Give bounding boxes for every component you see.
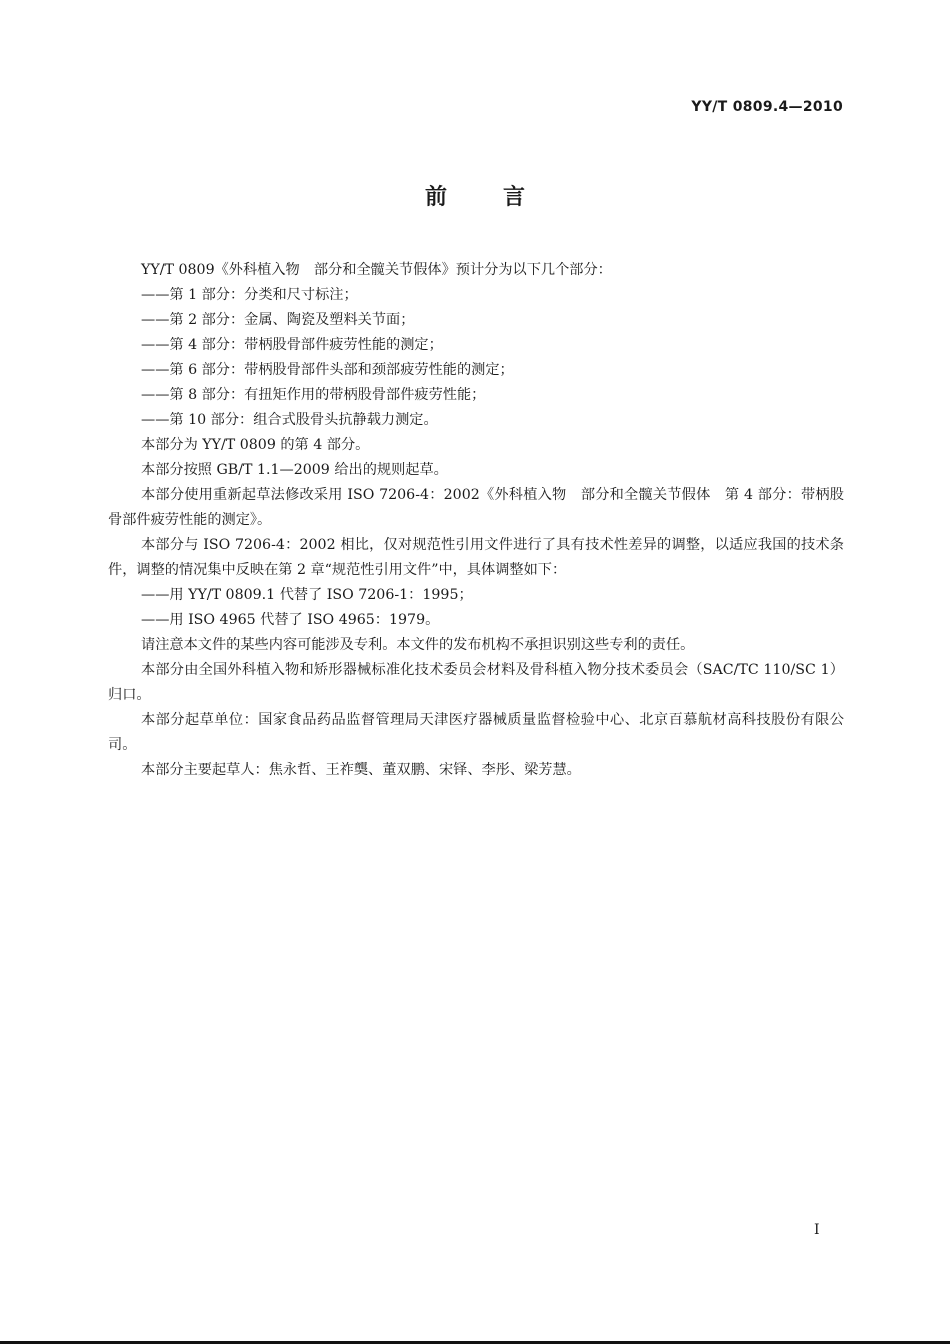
page-number: I xyxy=(814,1222,820,1238)
paragraph: 本部分主要起草人：焦永哲、王祚龑、董双鹏、宋铎、李彤、梁芳慧。 xyxy=(141,762,581,778)
paragraph: 本部分按照 GB/T 1.1—2009 给出的规则起草。 xyxy=(141,462,448,478)
list-item: ——第 8 部分：有扭矩作用的带柄股骨部件疲劳性能； xyxy=(141,387,486,403)
list-item: ——第 1 部分：分类和尺寸标注； xyxy=(141,287,358,303)
paragraph: 本部分起草单位：国家食品药品监督管理局天津医疗器械质量监督检验中心、北京百慕航材高科技股份有限公司。 xyxy=(108,712,844,753)
paragraph: 本部分为 YY/T 0809 的第 4 部分。 xyxy=(141,437,370,453)
foreword-body xyxy=(108,258,844,783)
paragraph: 本部分与 ISO 7206-4：2002 相比，仅对规范性引用文件进行了具有技术性差异的调整，以适应我国的技术条件，调整的情况集中反映在第 2 章“规范性引用文件”中，具体调整如下： xyxy=(108,537,844,578)
paragraph: 本部分使用重新起草法修改采用 ISO 7206-4：2002《外科植入物 部分和全髋关节假体 第 4 部分：带柄股骨部件疲劳性能的测定》。 xyxy=(108,487,844,528)
list-item: ——第 2 部分：金属、陶瓷及塑料关节面； xyxy=(141,312,415,328)
page-title: 前言 xyxy=(424,185,581,210)
list-item: ——第 10 部分：组合式股骨头抗静载力测定。 xyxy=(141,412,438,428)
paragraph: 本部分由全国外科植入物和矫形器械标准化技术委员会材料及骨科植入物分技术委员会（SAC/TC 110/SC 1）归口。 xyxy=(108,662,844,703)
list-item: ——第 6 部分：带柄股骨部件头部和颈部疲劳性能的测定； xyxy=(141,362,514,378)
list-item: ——第 4 部分：带柄股骨部件疲劳性能的测定； xyxy=(141,337,443,353)
list-item: ——用 ISO 4965 代替了 ISO 4965：1979。 xyxy=(141,612,440,628)
list-item: ——用 YY/T 0809.1 代替了 ISO 7206-1：1995； xyxy=(141,587,473,603)
standard-code: YY/T 0809.4—2010 xyxy=(691,99,843,115)
paragraph: YY/T 0809《外科植入物 部分和全髋关节假体》预计分为以下几个部分： xyxy=(141,262,612,278)
paragraph: 请注意本文件的某些内容可能涉及专利。本文件的发布机构不承担识别这些专利的责任。 xyxy=(141,637,695,653)
